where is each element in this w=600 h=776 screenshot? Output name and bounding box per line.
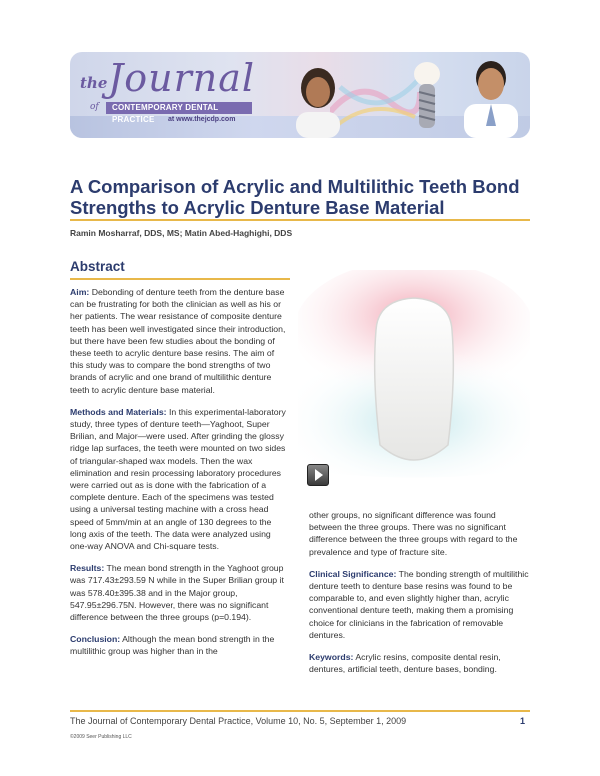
article-title: A Comparison of Acrylic and Multilithic Teeth Bond Strengths to Acrylic Denture Base Material	[70, 176, 520, 218]
clinical-paragraph	[309, 568, 530, 641]
aim-label: Aim:	[70, 287, 90, 297]
conclusion-text: Although the mean bond strength in the multilithic group was higher than in the	[70, 634, 275, 657]
clinical-label: Clinical Significance:	[309, 568, 397, 579]
conclusion-continued: other groups, no significant difference was found between the three groups. There was no significant difference between the three groups with regard to the prevalence and type of fracture site.	[309, 510, 518, 557]
play-icon[interactable]	[307, 464, 329, 486]
logo-journal: Journal	[108, 56, 256, 100]
abstract-column-right	[309, 509, 530, 685]
methods-label: Methods and Materials:	[70, 406, 167, 417]
footer-citation: The Journal of Contemporary Dental Practice, Volume 10, No. 5, September 1, 2009	[70, 716, 407, 726]
dentist-photo	[288, 62, 348, 138]
logo-website: at www.thejcdp.com	[168, 116, 236, 123]
tooth-illustration	[298, 270, 530, 502]
abstract-divider	[70, 278, 290, 280]
journal-banner	[70, 52, 530, 138]
conclusion-label: Conclusion:	[70, 634, 121, 645]
results-paragraph	[70, 562, 290, 623]
article-authors: Ramin Mosharraf, DDS, MS; Matin Abed-Haghighi, DDS	[70, 228, 293, 238]
logo-of: of	[90, 102, 99, 112]
logo-subtitle: CONTEMPORARY DENTAL PRACTICE	[106, 102, 252, 114]
implant-graphic	[410, 60, 444, 138]
footer-divider	[70, 710, 530, 712]
aim-paragraph	[70, 286, 290, 396]
keywords-paragraph	[309, 651, 530, 675]
title-divider	[70, 219, 530, 221]
page-number: 1	[520, 716, 526, 726]
keywords-text: Acrylic resins, composite dental resin, dentures, artificial teeth, denture bases, bonding.	[309, 652, 501, 675]
methods-paragraph	[70, 406, 290, 552]
doctor-photo	[456, 56, 526, 138]
conclusion-paragraph	[70, 633, 290, 657]
copyright-notice: ©2009 Seer Publishing LLC	[70, 734, 132, 740]
abstract-heading: Abstract	[70, 259, 125, 274]
clinical-text: The bonding strength of multilithic denture teeth to denture base resins was found to be comparable to, and even slightly higher than, acrylic conventional denture teeth, making them a promising choice for clinicians in the fabrication of removable dentures.	[309, 568, 529, 640]
keywords-label: Keywords:	[309, 652, 354, 663]
methods-text: In this experimental-laboratory study, three types of denture teeth—Yaghoot, Super Brilian, and Major—were used. After grinding the glossy ridge lap surfaces, the teeth were mounted on two sides of triangular-shaped wax models. Then the wax elimination and resin processing laboratory procedures were carried out as is done with the fabrication of a complete denture. Each of the specimens was tested using a universal testing machine with a cross head speed of 5mm/min at an angle of 130 degrees to the long axis of the teeth. The data were analyzed using one-way ANOVA and Chi-square tests.	[70, 406, 286, 552]
results-text: The mean bond strength in the Yaghoot group was 717.43±293.59 N while in the Super Brilian group it was 578.40±395.38 and in the Major group, 547.95±296.75N. However, there was no significant difference between the three groups (p=0.194).	[70, 563, 284, 623]
logo-the: the	[80, 74, 108, 92]
aim-text: Debonding of denture teeth from the denture base can be frustrating for both the clinician as well as his or her patients. The wear resistance of composite denture teeth has been well investigated since their introduction, but there have been few studies about the bonding of these teeth to acrylic denture base resins. The aim of this study was to compare the bond strengths of two brands of acrylic and one brand of multilithic denture teeth to acrylic denture base material.	[70, 287, 286, 395]
results-label: Results:	[70, 563, 105, 574]
abstract-column-left	[70, 286, 290, 668]
